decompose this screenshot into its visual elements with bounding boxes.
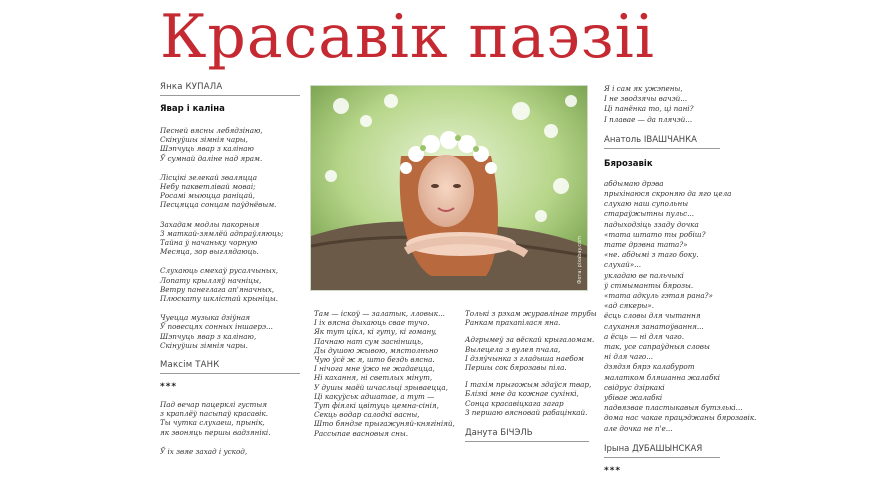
column-middle-left <box>314 309 464 438</box>
stanza <box>160 400 300 437</box>
poem-line: Чую ўсё ж я, што бездь вясна. <box>314 355 435 365</box>
poem-line: ў стмыманты бярозы. <box>604 280 694 290</box>
poem-line: падвязвае пластыкавыя бутэлькі... <box>604 403 743 413</box>
poem-byarozavik <box>604 178 757 434</box>
poem-line: Небу пакветлівай моваі; <box>160 182 256 192</box>
poem-line: слухання занатоўвання... <box>604 321 704 331</box>
poem-line: Ранкам прахапілася яна. <box>465 318 561 328</box>
poem-line: Першы сок бярозавы піла. <box>465 363 567 373</box>
poem-line: І плавае — да плячэй... <box>604 114 693 124</box>
poem-line: З першаю вясновай рабацінкай. <box>465 407 588 417</box>
poem-line: Там — іскоў — залатык, лловык... <box>314 309 445 318</box>
column-right <box>604 84 757 484</box>
poem-line: падыходзіць ззаду дочка <box>604 219 699 229</box>
poem-line: «тата штато ты робіш? <box>604 229 706 239</box>
poem-line: так, усе сапраўдныя словы <box>604 342 710 352</box>
poem-line: Плюскату шклістай крыніцы. <box>160 294 278 304</box>
poem-line: Пачнаю нат сум засніншць, <box>314 336 424 346</box>
stanza <box>160 220 300 257</box>
photo-credit: Фота: pixabay.com <box>577 236 583 284</box>
poem-line: Што бяндзе прыгажуняй-княгініяй, <box>314 419 455 429</box>
poem-line: Блізкі мне да кожнае сухінкі, <box>465 389 579 399</box>
stanza <box>160 313 300 350</box>
poem-line: слухай»... <box>604 260 641 270</box>
poem-line: ні для чаго... <box>604 352 654 362</box>
poem-line: абдымаю дрэва <box>604 178 664 188</box>
poem-line: Як тут цікл, кі гуту, кі гоманy, <box>314 327 437 337</box>
poem-line: Ды душою жывою, мястолньно <box>314 345 439 355</box>
poem-line: Ці панёнка то, ці пані? <box>604 104 694 114</box>
poem-line: Толькі з рэхам журавлінае трубы <box>465 309 597 318</box>
poem-line: Вылецела з вулея пчала, <box>465 344 561 354</box>
poem-line: а ёсць — ні для чаго. <box>604 331 685 341</box>
poem-line: Ў сумнай даліне над ярам. <box>160 153 263 163</box>
poem-intro <box>604 84 720 125</box>
poem-line: слухаю наш супольны <box>604 199 689 209</box>
poem-line: але дочка не п'е... <box>604 423 673 433</box>
stanza <box>160 173 300 210</box>
poem-line: З маткай-зямлёй адпраўляюць; <box>160 228 284 238</box>
poem-line: Песней вясны лебядзінаю, <box>160 126 263 135</box>
poem-line <box>465 372 590 380</box>
stanza <box>160 126 300 163</box>
poem-line: Секць водар салодкі васны, <box>314 410 420 420</box>
poem-line: Лісцікі зелекай зваляцца <box>160 172 258 182</box>
poem-title-yavar: Явар і каліна <box>160 104 225 114</box>
poem-separator-stars: *** <box>160 382 178 393</box>
stanza <box>160 266 300 303</box>
poem-line: Шэпчуць явар з калінаю, <box>160 331 257 341</box>
stanza <box>160 447 300 456</box>
poem-line: «ад сякеры». <box>604 301 654 311</box>
poem-line: Чуецца музыка дзіўная <box>160 313 251 323</box>
poem-line: І нічога мне ўжо не жадаецца, <box>314 364 435 374</box>
poem-line: Я і сам як ужэпены, <box>604 84 683 93</box>
girl-with-flower-wreath-image <box>311 86 587 290</box>
poem-line: Ты чутка слухаеш, прынік, <box>160 418 265 428</box>
author-ivashchanka: Анатоль ІВАШЧАНКА <box>604 135 720 149</box>
poem-line: Слухаюць смехаў русалчыных, <box>160 266 279 276</box>
poem-line <box>465 327 590 335</box>
column-middle-right <box>465 309 597 417</box>
poem-line: Скінуўшы зімнія чары, <box>160 135 248 145</box>
poem-line: «тата адкуль гэтая рана?» <box>604 291 713 301</box>
poem-photo <box>310 85 588 291</box>
poem-line: прыхінаюся скроняю да яго цела <box>604 189 732 199</box>
poem-line: Сонца красавіцкага загар <box>465 398 564 408</box>
poem-line: убівае жалабкі <box>604 393 663 403</box>
poem-line: І іх вясна дыхаюць свае тучо. <box>314 318 430 328</box>
poem-line: У душы маёй шчасльці зрываецца, <box>314 382 448 392</box>
poem-line: тате дрэвна тата?» <box>604 240 688 250</box>
column-left <box>160 82 300 466</box>
poem-line: Тут фіялкі цвітуць цемна-сінія, <box>314 401 439 411</box>
poem-line: дома нас чакае працэджаны бярозавік. <box>604 413 757 423</box>
poem-line: стараўжытны пульс... <box>604 209 695 219</box>
poem-line: Росамі мыюцца раніцай, <box>160 191 255 201</box>
poem-line: І дзяўчынка з гладыша наебом <box>465 353 584 363</box>
poem-title-byarozavik: Бярозавік <box>604 158 653 169</box>
poem-line: Ветру панеглага ап'яначных, <box>160 284 275 294</box>
poem-line: Захадам модлы пакорныя <box>160 219 260 229</box>
poem-line: Шэпчуць явар з калінаю <box>160 144 254 154</box>
poem-line: Ў іх звяе захад і ускод, <box>160 446 248 456</box>
poem-line: Тайна ў начаньку чорную <box>160 238 258 248</box>
poem-line: Ні кахання, ні светлых мінут, <box>314 373 433 383</box>
poem-line: Скінуўшы зімнія чары. <box>160 340 248 350</box>
poem-line: «не. абдымі з таго боку. <box>604 250 699 260</box>
poem-line: малатком бляшанна жалабкі <box>604 372 720 382</box>
poem-line: Ў повесцях сонных іншаерэ... <box>160 322 273 332</box>
poem-line: Месяца, зор выглядаюць. <box>160 247 259 257</box>
poem-line: ёсць словы для чытання <box>604 311 701 321</box>
poem-line: свідрус дзіркакі <box>604 382 665 392</box>
poem-line: Лопату крылляў начніцы, <box>160 275 262 285</box>
poem-yavar <box>160 126 300 350</box>
poem-line: Ці какуўськ адшатае, а тут — <box>314 391 435 401</box>
poem-line: Песцяцца сонцам паўднёвым. <box>160 200 277 210</box>
author-dubashynskaya: Ірына ДУБАШЫНСКАЯ <box>604 444 720 458</box>
poem-line: Адгрымеў за вёскай крыгаломам. <box>465 335 595 345</box>
poem-line: І тахім прыгожым здаўся твар, <box>465 380 592 390</box>
author-kupala: Янка КУПАЛА <box>160 82 300 96</box>
poem-tank <box>160 400 300 456</box>
author-tank: Максім ТАНК <box>160 360 300 374</box>
poem-line: з краплёў пасыпаў красавік. <box>160 409 269 419</box>
author-bichel: Данута БІЧЭЛЬ <box>465 428 589 442</box>
poem-line: дзядзя бярэ калабурот <box>604 362 695 372</box>
poem-line: укладаю ве пальчыкі <box>604 270 684 280</box>
poem-separator-stars: *** <box>604 465 622 476</box>
poem-line: Рассыпае васновыя сны. <box>314 428 409 438</box>
poem-line: Пад вечар пацерклі густыя <box>160 400 267 410</box>
poem-line: як звоняць першы вадзянікі. <box>160 427 271 437</box>
poem-line: І не зводзячы вачэй... <box>604 94 688 104</box>
page-title: Красавік паэзіі <box>160 2 655 72</box>
